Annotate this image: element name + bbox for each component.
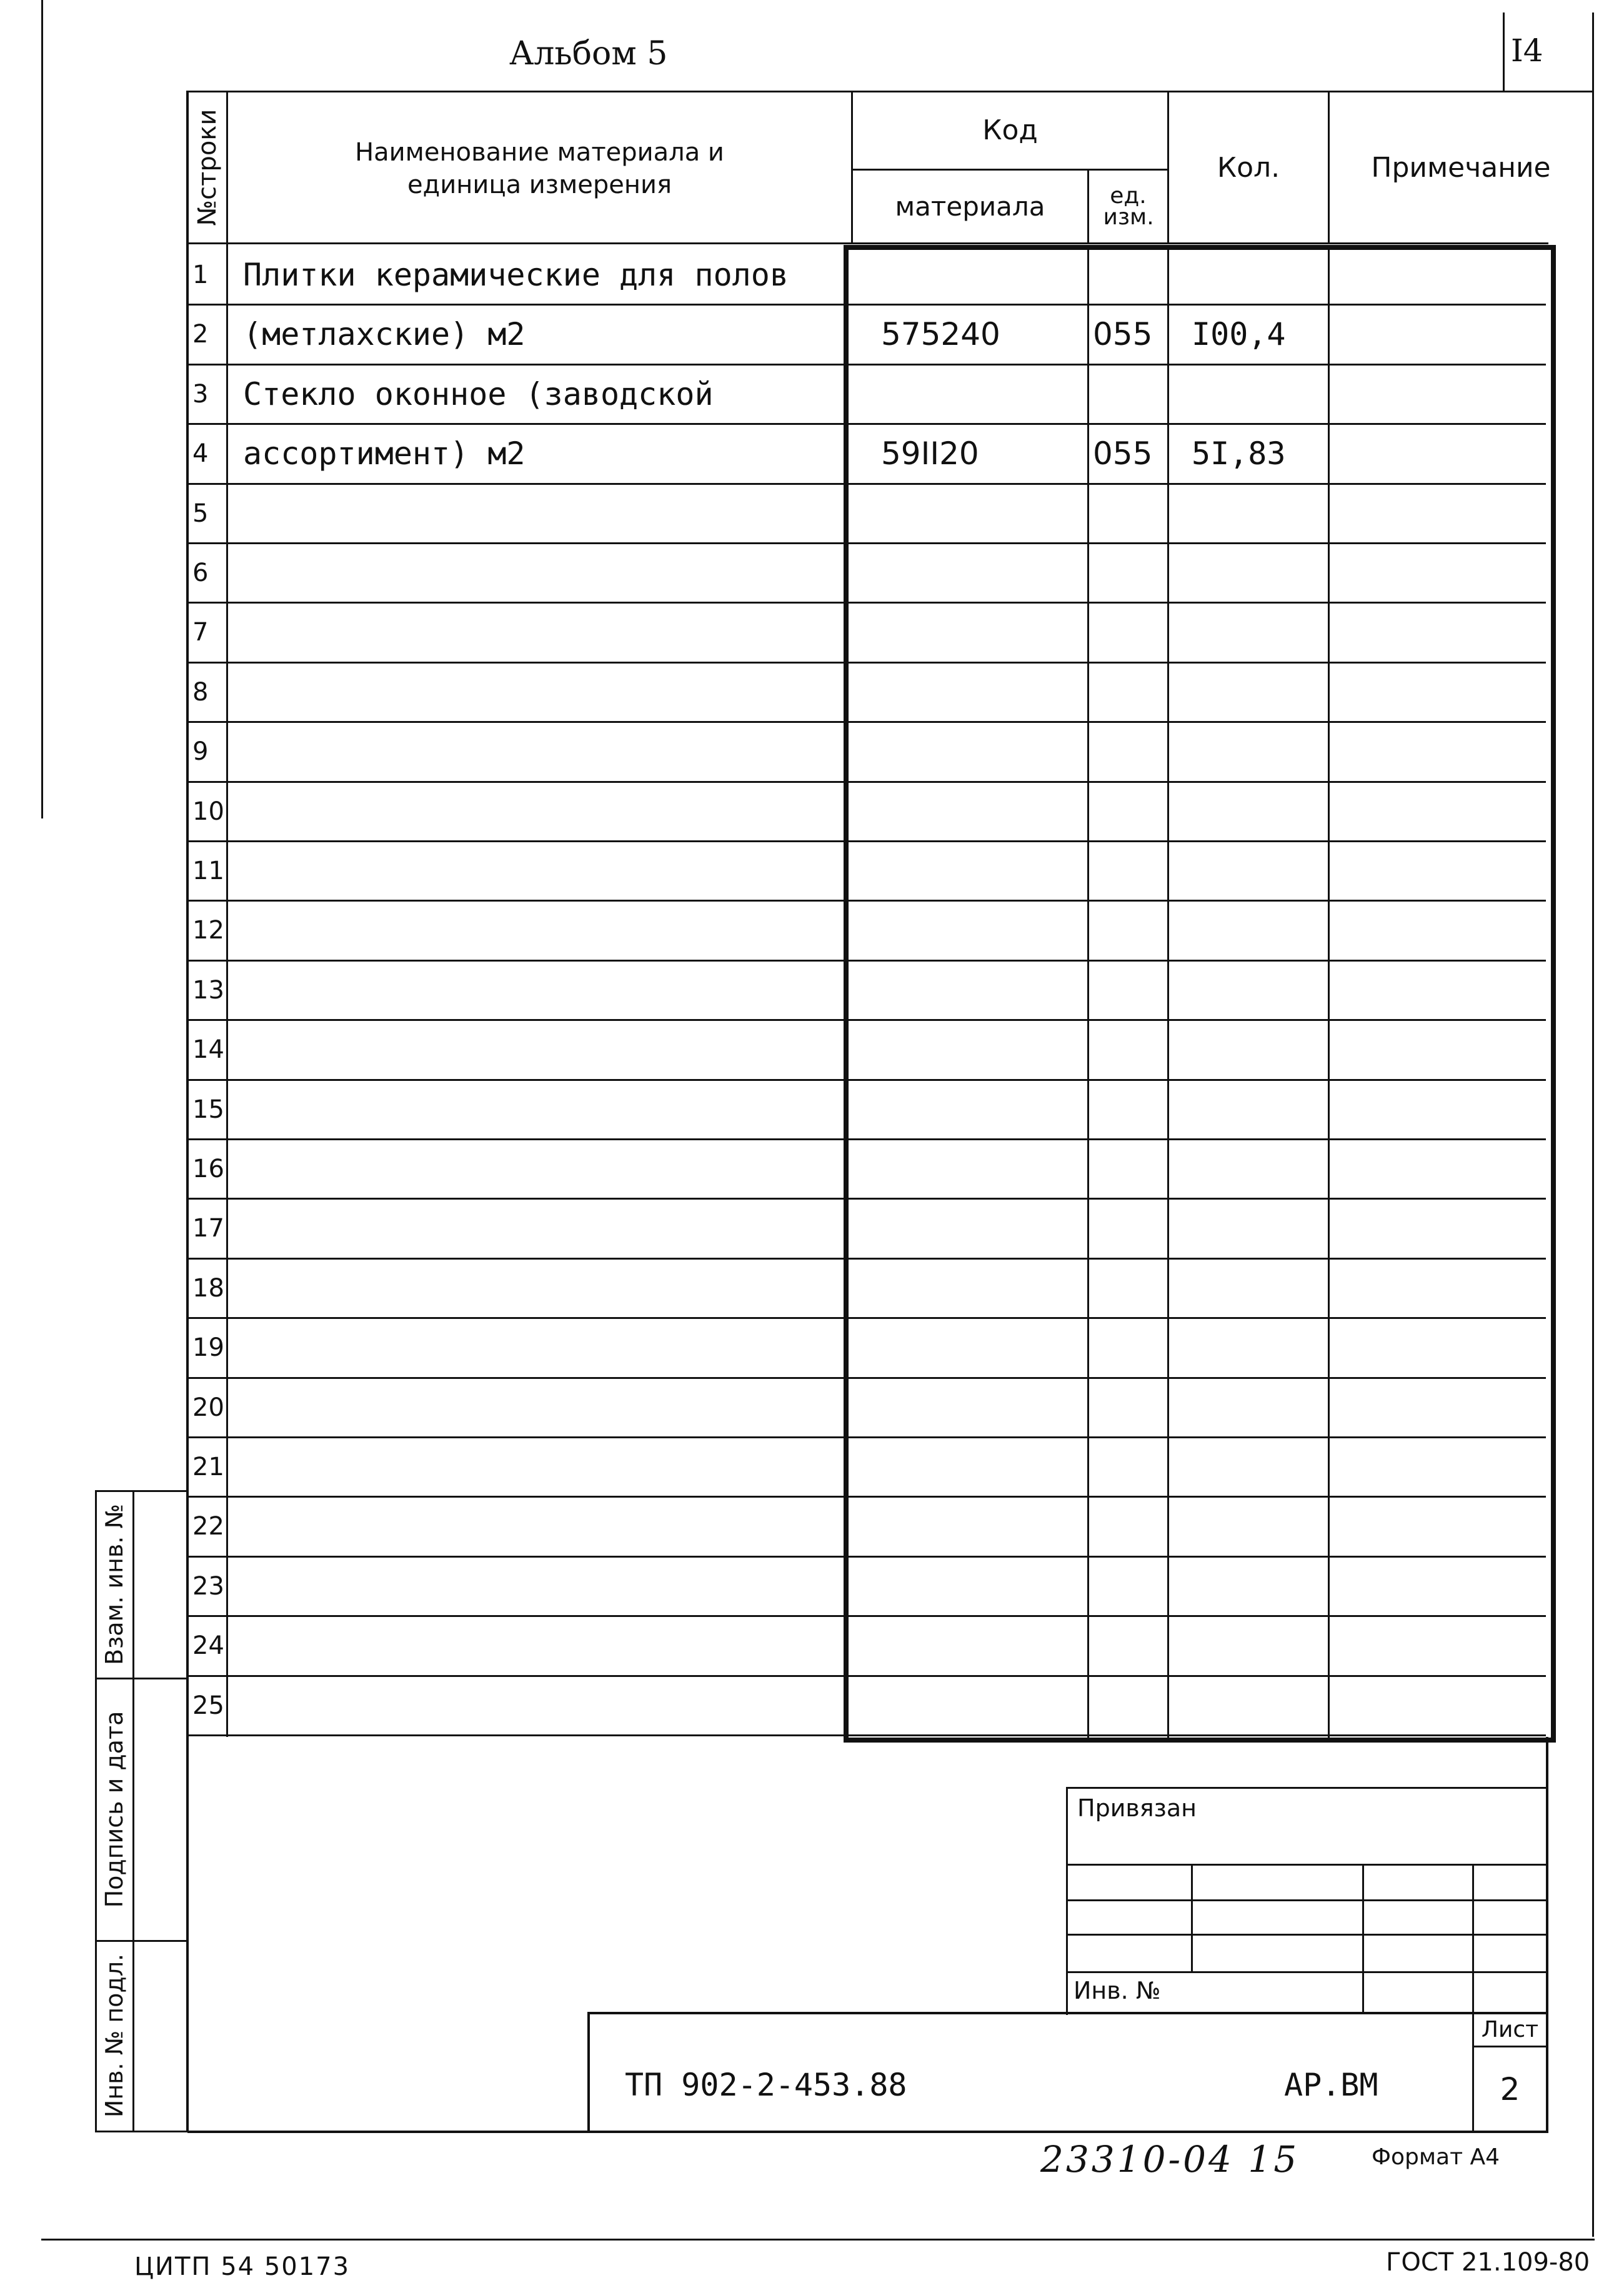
header-underline [187, 242, 1548, 244]
cell-note [1330, 364, 1565, 424]
bottom-cut-line [41, 2239, 1595, 2241]
cell-name [228, 1676, 859, 1735]
cell-note [1330, 960, 1565, 1020]
cell-code [851, 245, 1117, 304]
cell-qty [1169, 364, 1350, 424]
cell-unit [1089, 1616, 1171, 1675]
cell-name [228, 1139, 859, 1198]
code-unit-header: ед. изм. [1103, 182, 1154, 230]
cell-num: 9 [192, 737, 209, 766]
cell-unit [1089, 1496, 1171, 1556]
cell-note [1330, 722, 1565, 781]
signature-date-label: Подпись и дата [101, 1711, 128, 1908]
cell-note [1330, 1378, 1565, 1437]
tb-main-top [587, 2012, 1547, 2014]
cell-unit [1089, 900, 1171, 960]
cell-code [851, 1496, 1117, 1556]
cell-unit: 055 [1093, 316, 1153, 352]
cell-name [228, 543, 859, 602]
cell-qty [1169, 1139, 1350, 1198]
cell-num: 5 [192, 499, 209, 528]
cell-code [851, 1020, 1117, 1079]
cell-qty [1169, 602, 1350, 662]
cell-note [1330, 1676, 1565, 1735]
cell-num: 19 [192, 1333, 224, 1362]
cell-name: (метлахские) м2 [243, 316, 526, 352]
cell-code [851, 1437, 1117, 1496]
cell-unit [1089, 245, 1171, 304]
tb-line-4 [1066, 1971, 1547, 1973]
cell-name [228, 602, 859, 662]
cell-code [851, 1080, 1117, 1139]
cell-name [228, 1556, 859, 1616]
tb-line-2 [1066, 1899, 1547, 1901]
cell-name [228, 782, 859, 841]
format-label: Формат А4 [1372, 2144, 1500, 2170]
cell-num: 22 [192, 1511, 224, 1541]
cell-unit [1089, 1437, 1171, 1496]
cell-num: 12 [192, 915, 224, 945]
cell-unit [1089, 1676, 1171, 1735]
cell-qty [1169, 1556, 1350, 1616]
cell-name [228, 722, 859, 781]
cell-num: 2 [192, 319, 209, 349]
cell-name [228, 1258, 859, 1318]
cell-unit [1089, 1020, 1171, 1079]
cell-note [1330, 1318, 1565, 1377]
cell-unit [1089, 364, 1171, 424]
cell-code [851, 543, 1117, 602]
cell-name: Плитки керамические для полов [243, 256, 789, 293]
cell-code [851, 1556, 1117, 1616]
left-margin-line [41, 0, 43, 818]
code-material-header: материала [895, 191, 1045, 222]
cell-num: 18 [192, 1273, 224, 1303]
cell-qty [1169, 662, 1350, 722]
tb-line-1 [1066, 1864, 1547, 1866]
cell-num: 23 [192, 1571, 224, 1601]
sheet-label: Лист [1481, 2017, 1539, 2042]
cell-note [1330, 1258, 1565, 1318]
cell-name [228, 841, 859, 900]
corner-box-left [1503, 12, 1505, 92]
cell-num: 10 [192, 797, 224, 826]
cell-name: Стекло оконное (заводской [243, 376, 714, 412]
handwritten-number: 23310-04 15 [1040, 2138, 1300, 2181]
cell-unit [1089, 841, 1171, 900]
cell-unit [1089, 722, 1171, 781]
cell-code [851, 1616, 1117, 1675]
cell-qty [1169, 900, 1350, 960]
cell-unit [1089, 1139, 1171, 1198]
cell-qty: I00,4 [1192, 316, 1286, 352]
cell-note [1330, 1198, 1565, 1258]
note-header: Примечание [1371, 151, 1551, 184]
cell-name [228, 1616, 859, 1675]
cell-code [851, 1676, 1117, 1735]
cell-name [228, 1020, 859, 1079]
cell-code: 59II20 [881, 435, 979, 472]
stamp-bottom-line [95, 2131, 189, 2132]
cell-note [1330, 424, 1565, 483]
cell-num: 24 [192, 1631, 224, 1660]
cell-qty [1169, 484, 1350, 543]
cell-note [1330, 662, 1565, 722]
cell-qty [1169, 1318, 1350, 1377]
cell-num: 7 [192, 617, 209, 647]
right-frame-line [1592, 12, 1594, 2237]
cell-note [1330, 245, 1565, 304]
cell-unit [1089, 1198, 1171, 1258]
cell-name [228, 1198, 859, 1258]
cell-code [851, 722, 1117, 781]
cell-note [1330, 1080, 1565, 1139]
replace-inv-label: Взам. инв. № [101, 1504, 128, 1666]
cell-unit [1089, 1318, 1171, 1377]
cell-note [1330, 1437, 1565, 1496]
cell-unit [1089, 1080, 1171, 1139]
cell-unit [1089, 602, 1171, 662]
cell-code [851, 484, 1117, 543]
tb-vert-1 [1191, 1864, 1193, 1971]
qty-header: Кол. [1217, 151, 1280, 184]
cell-code [851, 960, 1117, 1020]
cell-num: 14 [192, 1035, 224, 1064]
cell-num: 16 [192, 1154, 224, 1183]
cell-qty [1169, 1676, 1350, 1735]
cell-note [1330, 1496, 1565, 1556]
stamp-inner-line [132, 1490, 134, 2132]
album-title: Альбом 5 [509, 35, 668, 72]
cell-name [228, 662, 859, 722]
cell-num: 21 [192, 1452, 224, 1481]
cell-note [1330, 304, 1565, 364]
doc-mark: АР.ВМ [1284, 2067, 1378, 2103]
cell-code [851, 1378, 1117, 1437]
cell-unit [1089, 662, 1171, 722]
cell-code [851, 1198, 1117, 1258]
cell-num: 25 [192, 1691, 224, 1720]
cell-note [1330, 484, 1565, 543]
row-number-header: №строки [193, 109, 222, 226]
cell-code [851, 364, 1117, 424]
cell-qty [1169, 1080, 1350, 1139]
cell-code [851, 662, 1117, 722]
code-group-header: Код [982, 114, 1038, 146]
tb-main-left [587, 2012, 590, 2132]
cell-qty [1169, 1020, 1350, 1079]
cell-qty [1169, 245, 1350, 304]
cell-unit [1089, 1378, 1171, 1437]
stamp-outer-line [95, 1490, 97, 2132]
cell-note [1330, 1616, 1565, 1675]
cell-qty [1169, 1616, 1350, 1675]
inv-original-label: Инв. № подл. [101, 1953, 128, 2118]
cell-note [1330, 602, 1565, 662]
cell-code [851, 1258, 1117, 1318]
tb-bottom-line [187, 2131, 1548, 2133]
tb-top-line [1066, 1787, 1547, 1789]
cell-name [228, 1080, 859, 1139]
cell-qty: 5I,83 [1192, 435, 1286, 472]
cell-num: 13 [192, 975, 224, 1005]
cell-name [228, 1318, 859, 1377]
cell-qty [1169, 1378, 1350, 1437]
cell-name [228, 960, 859, 1020]
cell-num: 15 [192, 1095, 224, 1124]
cell-name [228, 900, 859, 960]
sheet-corner-number: I4 [1511, 32, 1543, 69]
sheet-number: 2 [1500, 2071, 1520, 2107]
cell-num: 6 [192, 558, 209, 587]
cell-unit [1089, 1258, 1171, 1318]
cell-unit [1089, 543, 1171, 602]
cell-note [1330, 543, 1565, 602]
cell-note [1330, 841, 1565, 900]
cell-name [228, 1437, 859, 1496]
cell-qty [1169, 960, 1350, 1020]
cell-code [851, 900, 1117, 960]
cell-unit [1089, 782, 1171, 841]
cell-note [1330, 1139, 1565, 1198]
name-column-header: Наименование материала и единица измерения [355, 138, 724, 199]
cell-unit [1089, 960, 1171, 1020]
standard-label: ГОСТ 21.109-80 [1386, 2248, 1590, 2277]
cell-code: 575240 [881, 316, 1000, 352]
inv-no-label: Инв. № [1074, 1977, 1161, 2004]
cell-name [228, 484, 859, 543]
cell-unit [1089, 484, 1171, 543]
cell-qty [1169, 782, 1350, 841]
cell-note [1330, 900, 1565, 960]
cell-qty [1169, 1258, 1350, 1318]
tb-line-3 [1066, 1934, 1547, 1936]
cell-num: 4 [192, 439, 209, 468]
cell-num: 8 [192, 677, 209, 707]
cell-num: 20 [192, 1393, 224, 1422]
cell-code [851, 782, 1117, 841]
cell-name [228, 1496, 859, 1556]
cell-qty [1169, 841, 1350, 900]
cell-note [1330, 782, 1565, 841]
cell-qty [1169, 1437, 1350, 1496]
doc-code: ТП 902-2-453.88 [625, 2067, 907, 2103]
cell-name [228, 1378, 859, 1437]
cell-num: 1 [192, 260, 209, 289]
cell-code [851, 602, 1117, 662]
cell-qty [1169, 722, 1350, 781]
cell-code [851, 1318, 1117, 1377]
bound-label: Привязан [1077, 1794, 1197, 1822]
cell-qty [1169, 543, 1350, 602]
cell-num: 3 [192, 379, 209, 409]
tb-vert-2 [1362, 1864, 1364, 2014]
left-code: ЦИТП 54 50173 [134, 2252, 351, 2281]
cell-qty [1169, 1496, 1350, 1556]
cell-note [1330, 1020, 1565, 1079]
cell-note [1330, 1556, 1565, 1616]
cell-num: 17 [192, 1213, 224, 1243]
cell-name: ассортимент) м2 [243, 435, 526, 472]
cell-num: 11 [192, 856, 224, 885]
cell-unit: 055 [1093, 435, 1153, 472]
cell-code [851, 1139, 1117, 1198]
cell-code [851, 841, 1117, 900]
cell-qty [1169, 1198, 1350, 1258]
cell-unit [1089, 1556, 1171, 1616]
